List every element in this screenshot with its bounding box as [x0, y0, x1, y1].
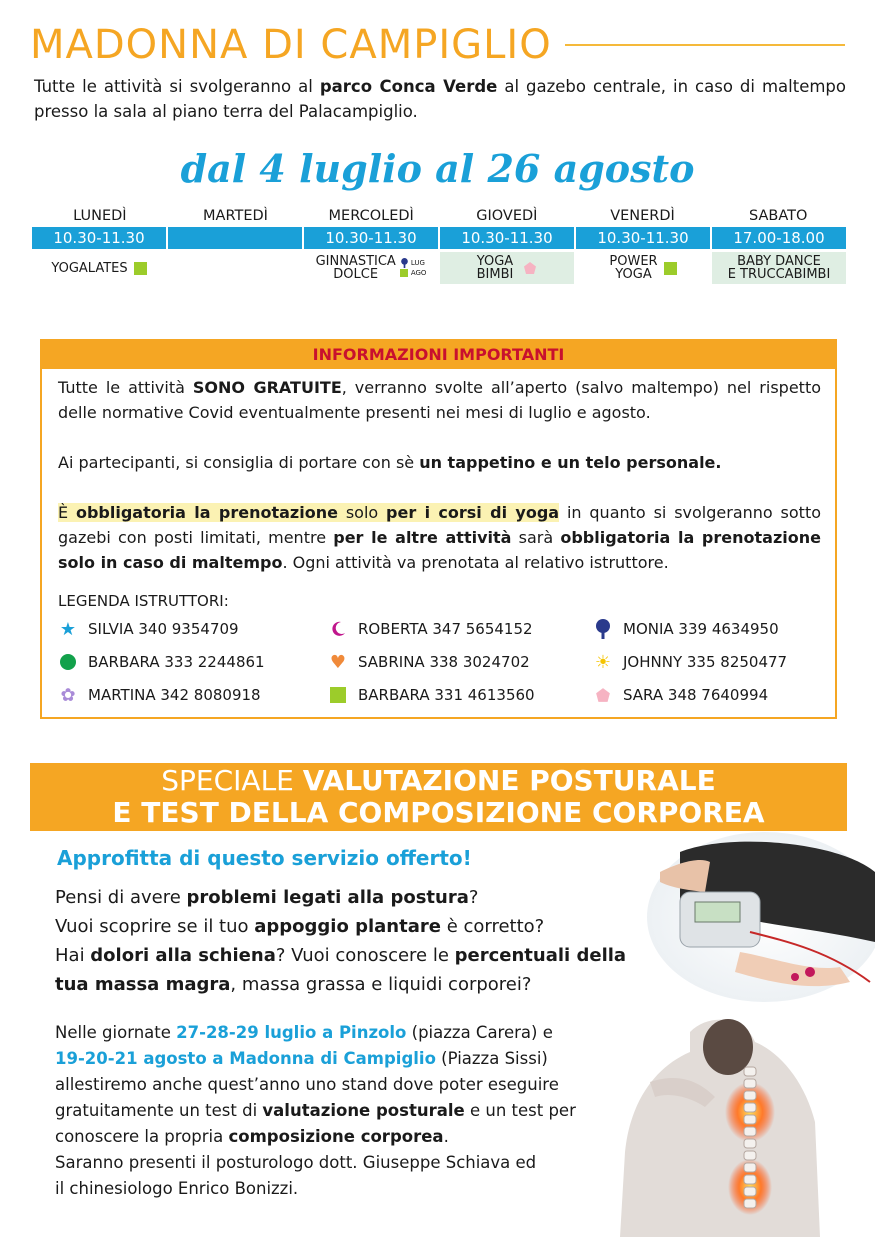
- legend-item: SARA 348 7640994: [593, 683, 833, 707]
- date-range: dal 4 luglio al 26 agosto: [180, 146, 695, 191]
- tree-icon: [593, 619, 613, 639]
- schedule-activities: [32, 252, 846, 284]
- time-slot: 10.30-11.30: [440, 227, 574, 249]
- activity-empty: [168, 252, 302, 284]
- highlight: È obbligatoria la prenotazione solo per i corsi di yoga: [58, 503, 560, 522]
- legend-item: ♥ SABRINA 338 3024702: [329, 651, 530, 673]
- schedule-table: [32, 205, 846, 284]
- activity-baby-dance: BABY DANCE E TRUCCABIMBI: [712, 252, 846, 284]
- legend-item: ☀ JOHNNY 335 8250477: [594, 651, 788, 673]
- day-label: LUNEDÌ: [73, 208, 127, 224]
- activity-yogalates: YOGALATES: [32, 252, 166, 284]
- sun-icon: ☀: [594, 651, 612, 673]
- heart-icon: ♥: [329, 651, 347, 673]
- questions-text: Pensi di avere problemi legati alla postura? Vuoi scoprire se il tuo appoggio plantare è corretto? Hai dolori alla schiena? Vuoi conoscere le percentuali della tua massa magra, massa grassa e liquidi corporei?: [55, 887, 627, 995]
- schedule-times: [32, 227, 846, 249]
- legend-item: BARBARA 333 2244861: [58, 650, 328, 674]
- spine-photo: [620, 1012, 820, 1237]
- time-slot: 17.00-18.00: [712, 227, 846, 249]
- info-box: [40, 339, 837, 719]
- square-icon: [134, 262, 147, 275]
- activity-power-yoga: POWER YOGA: [576, 252, 710, 284]
- day-label: GIOVEDÌ: [476, 208, 538, 224]
- flower-icon: ✿: [60, 684, 76, 706]
- time-slot: [168, 227, 302, 249]
- star-icon: ★: [59, 618, 77, 640]
- day-label: MERCOLEDÌ: [328, 208, 414, 224]
- day-label: SABATO: [748, 208, 808, 224]
- time-slot: 10.30-11.30: [304, 227, 438, 249]
- tree-icon: [400, 258, 409, 268]
- square-icon: [328, 687, 348, 703]
- info-paragraph: È obbligatoria la prenotazione solo per i corsi di yoga in quanto si svolgeranno sotto gazebi con posti limitati, mentre per le altre attività sarà obbligatoria la prenotazione solo in caso di maltempo. Ogni attività va prenotata al relativo istruttore.: [58, 503, 822, 572]
- info-paragraph: Ai partecipanti, si consiglia di portare con sè un tappetino e un telo personale.: [58, 453, 722, 472]
- legend-item: BARBARA 331 4613560: [328, 683, 593, 707]
- circle-icon: [58, 653, 78, 671]
- time-slot: 10.30-11.30: [576, 227, 710, 249]
- pentagon-icon: [593, 687, 613, 703]
- day-label: MARTEDÌ: [203, 208, 268, 224]
- day-label: VENERDÌ: [610, 208, 675, 224]
- square-icon: [400, 269, 408, 277]
- legend-item: ROBERTA 347 5654152: [328, 617, 593, 641]
- time-slot: 10.30-11.30: [32, 227, 166, 249]
- info-body: [42, 369, 835, 707]
- title-divider: [565, 44, 845, 46]
- speciale-banner: SPECIALE VALUTAZIONE POSTURALE E TEST DELLA COMPOSIZIONE CORPOREA: [30, 763, 847, 831]
- legend-item: ★ SILVIA 340 9354709: [59, 618, 239, 640]
- page-title: MADONNA DI CAMPIGLIO: [30, 22, 552, 68]
- activity-yoga-bimbi: YOGA BIMBI: [440, 252, 574, 284]
- info-paragraph: Tutte le attività SONO GRATUITE, verranno svolte all’aperto (salvo maltempo) nel rispetto delle normative Covid eventualmente presenti nei mesi di luglio e agosto.: [58, 378, 822, 422]
- legend-item: MONIA 339 4634950: [593, 617, 833, 641]
- instructor-legend: [58, 617, 821, 707]
- event-details-text: Nelle giornate 27-28-29 luglio a Pinzolo (piazza Carera) e 19-20-21 agosto a Madonna di Campiglio (Piazza Sissi) allestiremo anche quest’anno uno stand dove poter eseguire gratuitamente un test di valutazione posturale e un test per conoscere la propria composizione corporea. Saranno presenti il posturologo dott. Giuseppe Schiava ed il chinesiologo Enrico Bonizzi.: [55, 1023, 576, 1198]
- legend-title: LEGENDA ISTRUTTORI:: [58, 592, 229, 610]
- intro-text: Tutte le attività si svolgeranno al parco Conca Verde al gazebo centrale, in caso di maltempo presso la sala al piano terra del Palacampiglio.: [34, 77, 846, 121]
- legend-item: ✿ MARTINA 342 8080918: [58, 683, 328, 707]
- pentagon-icon: [523, 261, 537, 275]
- square-icon: [664, 262, 677, 275]
- moon-icon: [328, 620, 348, 638]
- activity-ginnastica: GINNASTICA DOLCE LUG AGO: [315, 254, 427, 282]
- body-composition-photo: [640, 832, 875, 1002]
- schedule-days: [32, 205, 846, 227]
- approfitta-heading: Approfitta di questo servizio offerto!: [57, 846, 472, 870]
- info-heading: INFORMAZIONI IMPORTANTI: [42, 341, 835, 369]
